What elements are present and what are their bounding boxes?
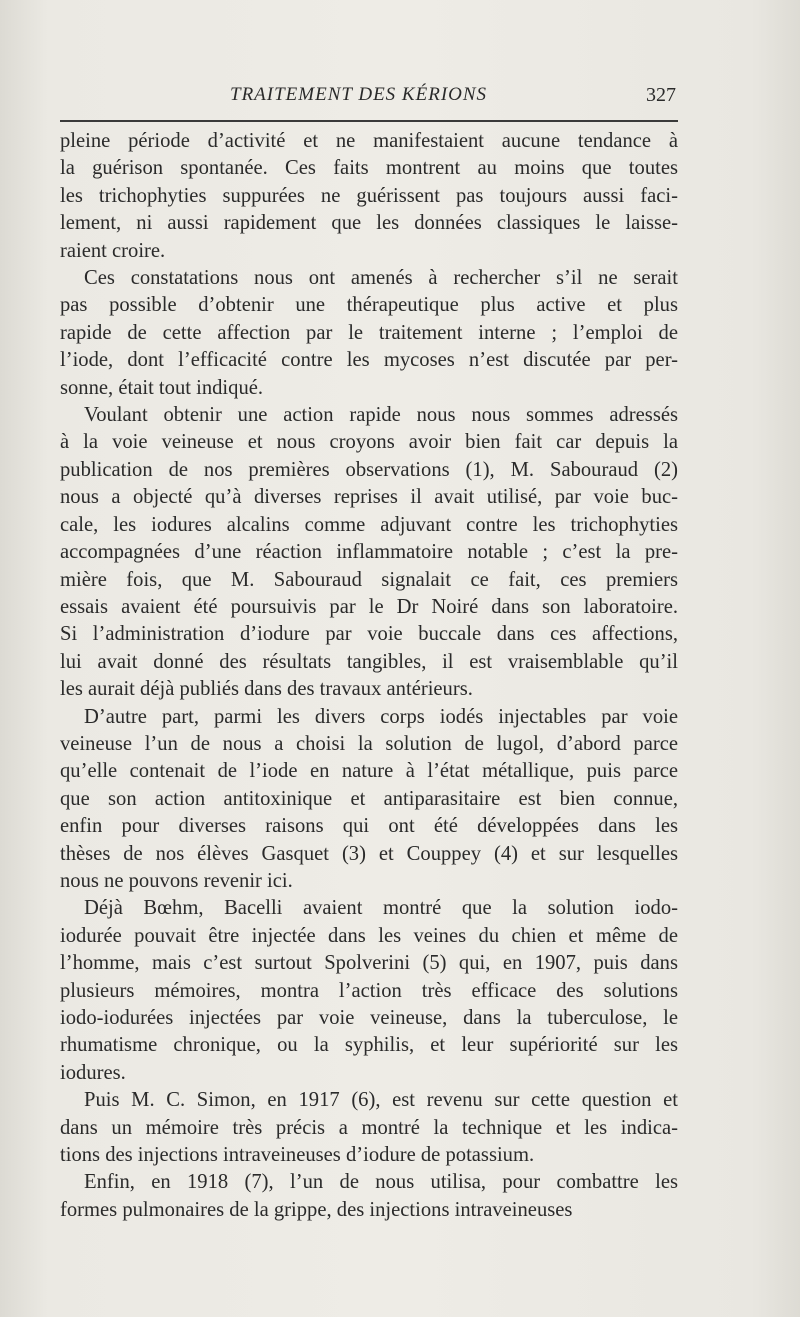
text-line: lui avait donné des résultats tangibles, il est vraisemblable qu’il (60, 650, 678, 673)
text-line: plusieurs mémoires, montra l’action très efficace des solutions (60, 979, 678, 1002)
text-line: Déjà Bœhm, Bacelli avaient montré que la solution iodo- (84, 897, 678, 920)
running-title: TRAITEMENT DES KÉRIONS (230, 84, 488, 105)
paragraph (60, 402, 678, 703)
paragraph (60, 1169, 678, 1224)
text-line: cale, les iodures alcalins comme adjuvant contre les trichophyties (60, 513, 678, 536)
text-line: l’homme, mais c’est surtout Spolverini (5) qui, en 1907, puis dans (60, 952, 678, 975)
paragraph (60, 895, 678, 1087)
text-line: Ces constatations nous ont amenés à rechercher s’il ne serait (84, 267, 678, 290)
text-line: enfin pour diverses raisons qui ont été développées dans les (60, 815, 678, 838)
header-rule (60, 120, 678, 122)
text-line: thèses de nos élèves Gasquet (3) et Couppey (4) et sur lesquelles (60, 842, 678, 865)
paragraph (60, 128, 678, 265)
text-line: publication de nos premières observations (1), M. Sabouraud (2) (60, 458, 678, 481)
text-line: formes pulmonaires de la grippe, des injections intraveineuses (60, 1198, 573, 1221)
text-line: Enfin, en 1918 (7), l’un de nous utilisa, pour combattre les (84, 1171, 678, 1194)
text-line: Si l’administration d’iodure par voie buccale dans ces affections, (60, 623, 678, 646)
page-number: 327 (646, 84, 676, 106)
paragraph (60, 265, 678, 402)
text-line: lement, ni aussi rapidement que les données classiques le laisse- (60, 212, 678, 235)
text-line: Puis M. C. Simon, en 1917 (6), est revenu sur cette question et (84, 1089, 678, 1112)
page-header (60, 84, 680, 114)
text-line: D’autre part, parmi les divers corps iodés injectables par voie (84, 705, 678, 728)
text-line: iodo-iodurées injectées par voie veineuse, dans la tuberculose, le (60, 1007, 678, 1029)
text-line: à la voie veineuse et nous croyons avoir bien fait car depuis la (60, 431, 678, 454)
text-line: qu’elle contenait de l’iode en nature à l’état métallique, puis parce (60, 760, 678, 783)
text-line: les aurait déjà publiés dans des travaux antérieurs. (60, 678, 473, 701)
text-line: sonne, était tout indiqué. (60, 376, 264, 399)
body-text (60, 128, 678, 1224)
text-line: pleine période d’activité et ne manifestaient aucune tendance à (60, 130, 678, 152)
text-line: nous ne pouvons revenir ici. (60, 869, 293, 892)
text-line: rhumatisme chronique, ou la syphilis, et leur supériorité sur les (60, 1034, 678, 1057)
text-line: les trichophyties suppurées ne guérissent pas toujours aussi faci- (60, 184, 678, 207)
text-line: iodurée pouvait être injectée dans les veines du chien et même de (60, 924, 678, 947)
text-line: tions des injections intraveineuses d’iodure de potassium. (60, 1144, 535, 1167)
text-line: nous a objecté qu’à diverses reprises il avait utilisé, par voie buc- (60, 486, 678, 509)
text-line: l’iode, dont l’efficacité contre les mycoses n’est discutée par per- (60, 349, 678, 372)
text-line: dans un mémoire très précis a montré la technique et les indica- (60, 1116, 678, 1139)
text-line: pas possible d’obtenir une thérapeutique plus active et plus (60, 294, 678, 317)
text-line: accompagnées d’une réaction inflammatoire notable ; c’est la pre- (60, 541, 678, 564)
text-line: essais avaient été poursuivis par le Dr Noiré dans son laboratoire. (60, 595, 678, 618)
paragraph (60, 1087, 678, 1169)
text-line: veineuse l’un de nous a choisi la solution de lugol, d’abord parce (60, 732, 678, 755)
text-line: iodures. (60, 1061, 126, 1084)
text-line: la guérison spontanée. Ces faits montrent au moins que toutes (60, 157, 678, 180)
text-line: mière fois, que M. Sabouraud signalait ce fait, ces premiers (60, 568, 678, 591)
text-line: rapide de cette affection par le traitement interne ; l’emploi de (60, 321, 678, 344)
text-line: que son action antitoxinique et antiparasitaire est bien connue, (60, 787, 678, 810)
text-line: raient croire. (60, 239, 166, 262)
paragraph (60, 704, 678, 896)
text-line: Voulant obtenir une action rapide nous nous sommes adressés (84, 404, 678, 427)
